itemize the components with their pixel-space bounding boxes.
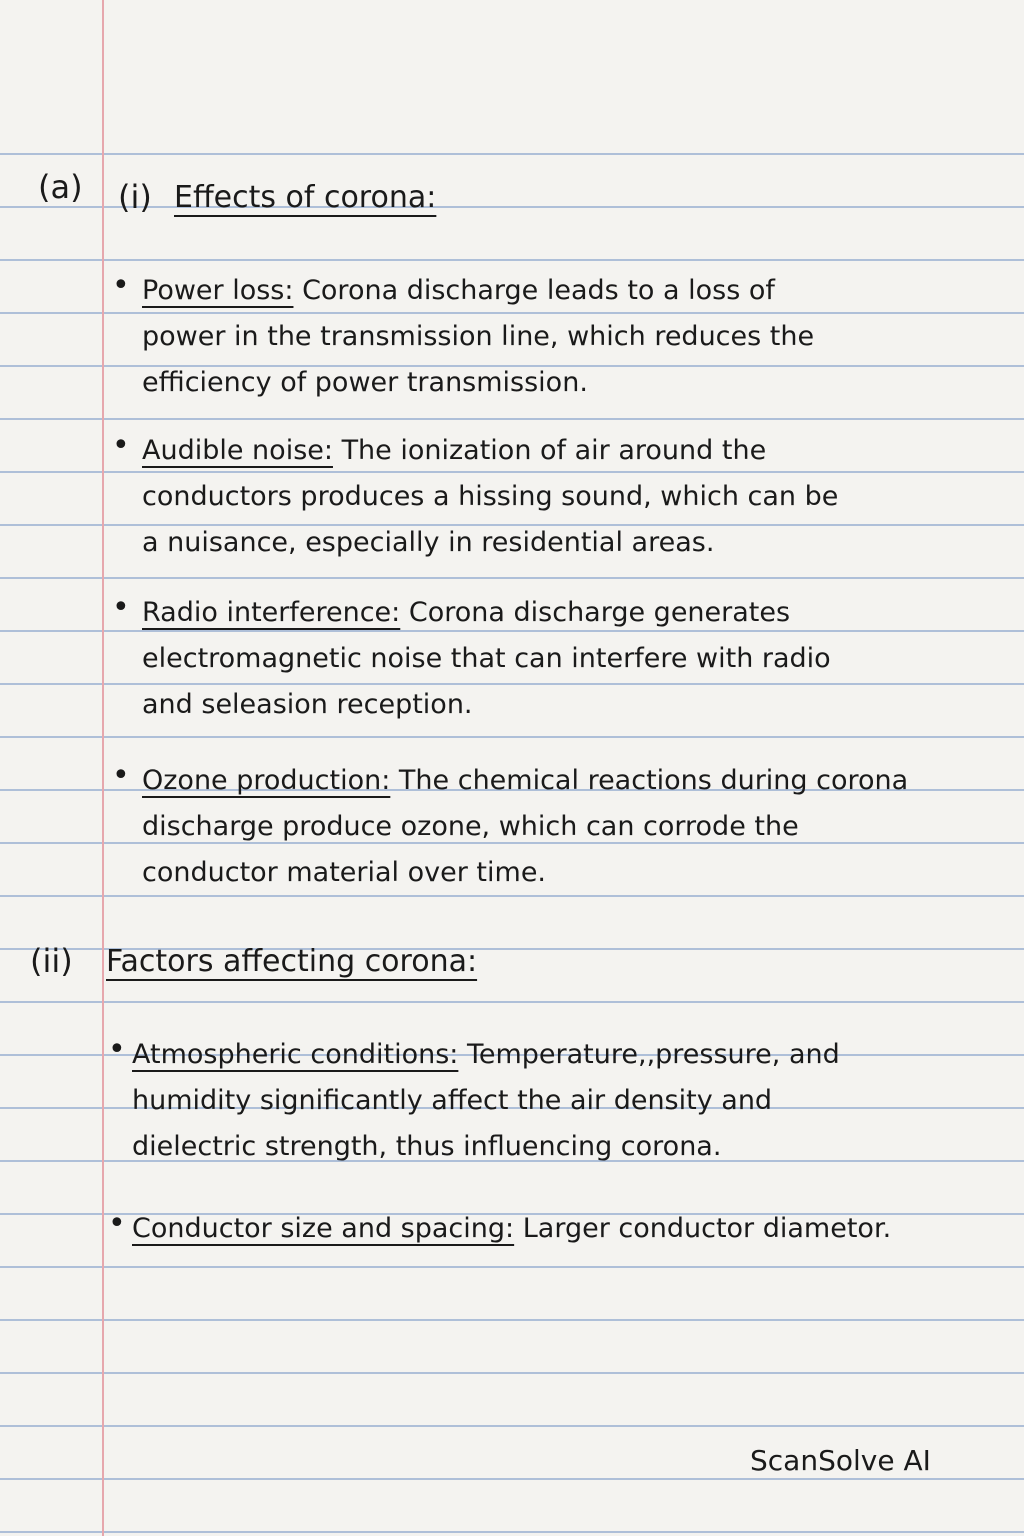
list-item-power-loss: [142, 268, 814, 406]
item-line: Larger conductor diametor.: [522, 1213, 892, 1244]
list-item-audible-noise: [142, 428, 838, 566]
item-line: The chemical reactions during corona: [398, 765, 909, 796]
item-line: Corona discharge generates: [408, 597, 791, 628]
item-line: The ionization of air around the: [341, 435, 767, 466]
bullet: •: [112, 590, 130, 625]
term-conductor-size: Conductor size and spacing:: [132, 1213, 515, 1244]
margin-line: [102, 0, 104, 1536]
section-ii-heading: Factors affecting corona:: [106, 944, 478, 979]
list-item-ozone-production: [142, 758, 908, 896]
part-a-label: (a): [38, 168, 83, 206]
section-i-label: (i): [118, 178, 152, 216]
item-line: power in the transmission line, which reduces the: [142, 321, 815, 352]
item-line: humidity significantly affect the air density and: [132, 1085, 773, 1116]
term-radio-interference: Radio interference:: [142, 597, 401, 628]
term-ozone-production: Ozone production:: [142, 765, 391, 796]
bullet: •: [108, 1206, 126, 1241]
bullet: •: [112, 268, 130, 303]
item-line: conductor material over time.: [142, 857, 547, 888]
term-atmospheric-conditions: Atmospheric conditions:: [132, 1039, 459, 1070]
item-line: Corona discharge leads to a loss of: [302, 275, 775, 306]
item-line: dielectric strength, thus influencing corona.: [132, 1131, 722, 1162]
bullet: •: [112, 428, 130, 463]
term-power-loss: Power loss:: [142, 275, 294, 306]
item-line: conductors produces a hissing sound, which can be: [142, 481, 839, 512]
item-line: a nuisance, especially in residential areas.: [142, 527, 715, 558]
term-audible-noise: Audible noise:: [142, 435, 333, 466]
watermark: ScanSolve AI: [750, 1444, 931, 1477]
item-line: Temperature,,pressure, and: [466, 1039, 840, 1070]
bullet: •: [108, 1032, 126, 1067]
item-line: electromagnetic noise that can interfere with radio: [142, 643, 831, 674]
item-line: discharge produce ozone, which can corrode the: [142, 811, 799, 842]
item-line: and seleasion reception.: [142, 689, 473, 720]
list-item-conductor-size: [132, 1206, 891, 1252]
list-item-radio-interference: [142, 590, 831, 728]
bullet: •: [112, 758, 130, 793]
list-item-atmospheric-conditions: [132, 1032, 840, 1170]
section-i-heading: Effects of corona:: [174, 180, 437, 215]
section-ii-label: (ii): [30, 942, 73, 980]
item-line: efficiency of power transmission.: [142, 367, 588, 398]
